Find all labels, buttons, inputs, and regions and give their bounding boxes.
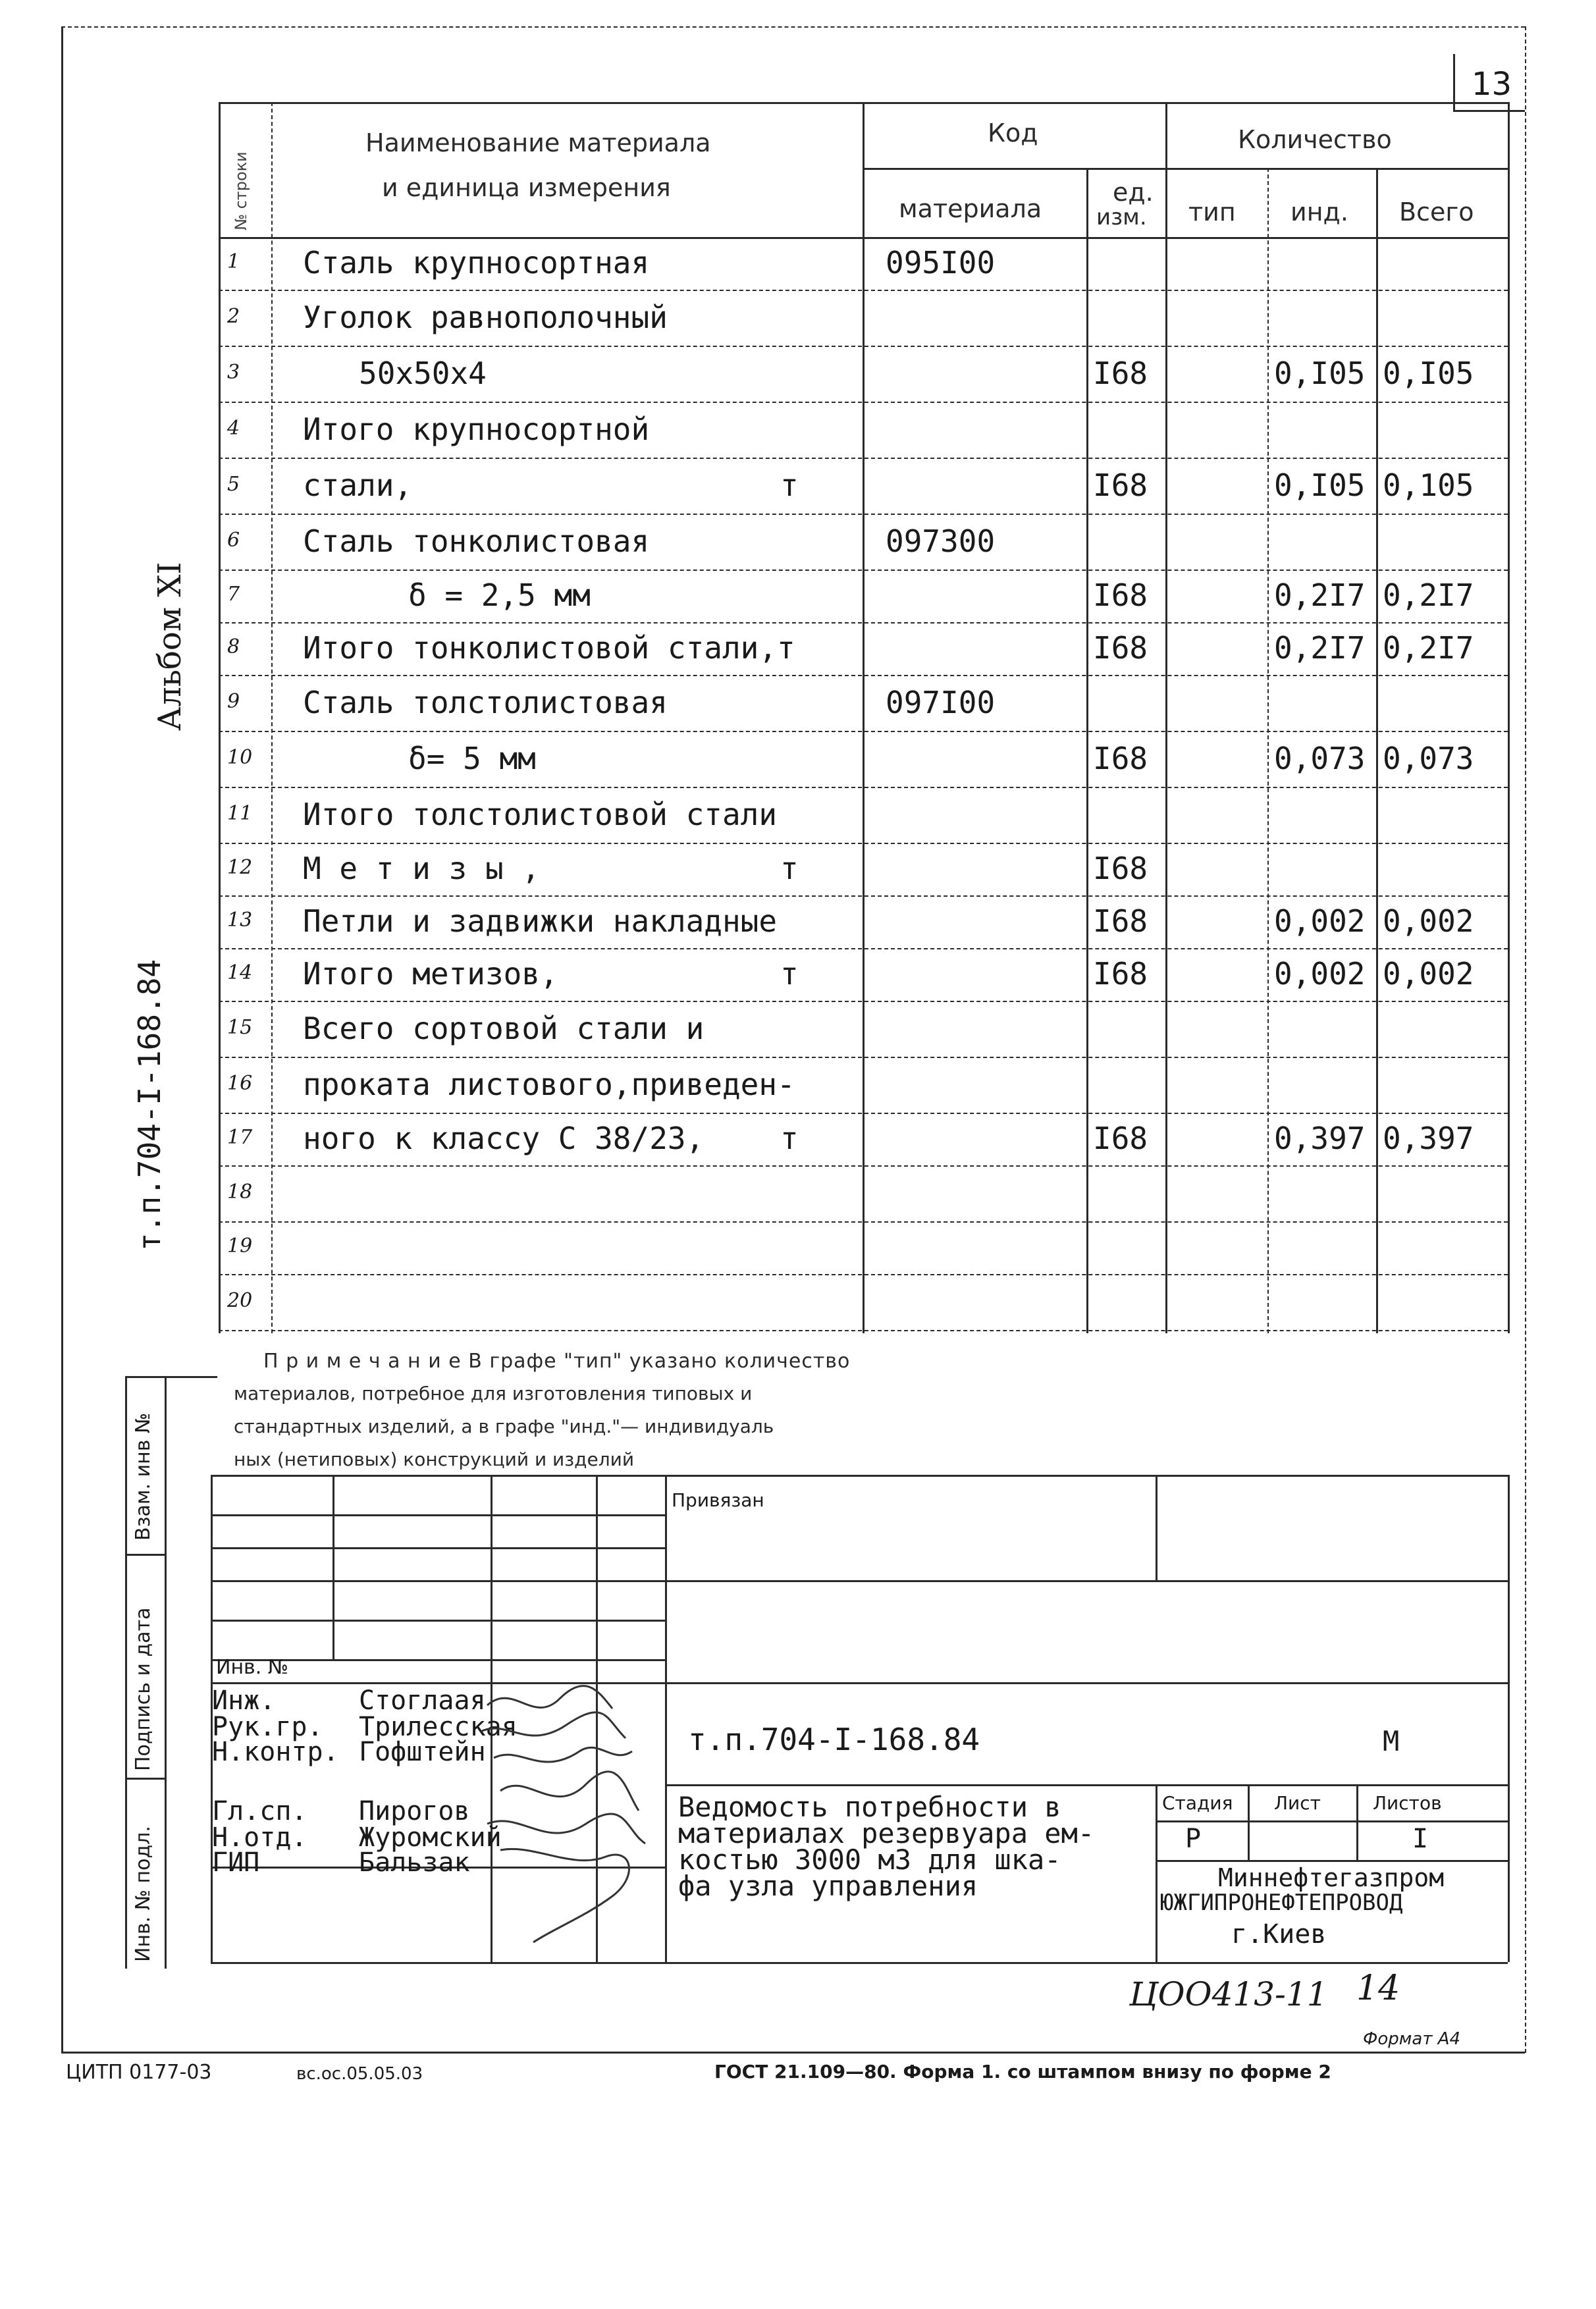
sheet-label: Лист	[1274, 1792, 1321, 1814]
material-name: Сталь толстолистовая	[303, 684, 668, 720]
material-name: Сталь крупносортная	[303, 245, 650, 280]
hdr-row-label: № строки	[232, 151, 250, 230]
material-code: 097I00	[886, 684, 996, 720]
privyazan-label: Привязан	[672, 1489, 764, 1511]
tb-v1	[332, 1475, 334, 1659]
row-number: 17	[227, 1126, 253, 1149]
stamp-title-1: Ведомость потребности в	[678, 1791, 1061, 1823]
unit-code: I68	[1093, 740, 1148, 776]
qty-ind: 0,002	[1274, 903, 1366, 939]
qty-ind: 0,073	[1274, 740, 1366, 776]
tb-h6	[211, 1682, 1508, 1684]
hdr-name: Наименование материала	[365, 128, 711, 157]
row-separator	[219, 895, 1508, 897]
hdr-qty-ind: инд.	[1290, 198, 1348, 226]
footer-left: ЦИТП 0177-03	[66, 2061, 212, 2084]
tb-h8	[1156, 1820, 1508, 1822]
row-number: 14	[227, 961, 253, 984]
frame-left	[61, 26, 63, 2053]
stage-value: Р	[1185, 1824, 1202, 1854]
side-strip-d2	[125, 1778, 165, 1780]
tb-v4	[665, 1475, 667, 1962]
name-6: Бальзак	[359, 1847, 470, 1878]
tb-h7	[665, 1784, 1508, 1786]
row-number: 1	[227, 250, 240, 273]
qty-total: 0,2I7	[1383, 630, 1474, 666]
hdr-top	[219, 102, 1508, 104]
material-name: Итого метизов,	[303, 956, 558, 992]
row-separator	[219, 1221, 1508, 1223]
tb-bottom	[211, 1962, 1508, 1964]
row-separator	[219, 843, 1508, 844]
material-code: 097300	[886, 523, 996, 559]
qty-ind: 0,I05	[1274, 355, 1366, 391]
row-separator	[219, 731, 1508, 732]
signatures-scribble	[474, 1679, 658, 1955]
stage-label: Стадия	[1162, 1792, 1233, 1814]
hdr-qty-type: тип	[1188, 198, 1236, 226]
unit-code: I68	[1093, 956, 1148, 992]
qty-ind: 0,2I7	[1274, 577, 1366, 613]
role-5: Н.отд.	[212, 1822, 307, 1853]
material-name: проката листового,приведен-	[303, 1066, 795, 1102]
qty-total: 0,I05	[1383, 355, 1474, 391]
material-name: ного к классу С 38/23,	[303, 1121, 705, 1156]
org-3: г.Киев	[1231, 1919, 1327, 1950]
inv-label: Инв. № подл.	[132, 1826, 155, 1962]
note-line-1: П р и м е ч а н и е В графе "тип" указано количество	[263, 1350, 851, 1373]
row-separator	[219, 1274, 1508, 1275]
tb-v8	[1356, 1784, 1358, 1860]
unit-code: I68	[1093, 903, 1148, 939]
row-number: 4	[227, 416, 240, 440]
row-separator	[219, 458, 1508, 459]
tb-v6	[1156, 1784, 1157, 1962]
unit-suffix: т	[780, 1121, 799, 1156]
hdr-quantity: Количество	[1238, 125, 1392, 154]
material-name: Итого тонколистовой стали,т	[303, 630, 795, 666]
side-project-code: т.п.704-I-168.84	[132, 959, 167, 1251]
row-number: 10	[227, 745, 253, 769]
footer-mid: вс.ос.05.05.03	[296, 2064, 423, 2084]
row-number: 3	[227, 360, 240, 384]
qty-total: 0,073	[1383, 740, 1474, 776]
hdr-code-unit: ед.	[1113, 178, 1154, 207]
unit-code: I68	[1093, 1121, 1148, 1156]
name-2: Трилесская	[359, 1712, 518, 1742]
tb-h3	[211, 1580, 1508, 1582]
unit-suffix: т	[780, 467, 799, 503]
unit-code: I68	[1093, 630, 1148, 666]
col-line-5	[1267, 168, 1269, 1333]
album-label: Альбом XI	[151, 562, 188, 731]
material-name: М е т и з ы ,	[303, 851, 541, 886]
frame-top	[61, 26, 1525, 28]
hdr-bottom	[219, 237, 1508, 239]
tb-right	[1508, 1475, 1510, 1962]
row-number: 13	[227, 909, 253, 932]
unit-code: I68	[1093, 577, 1148, 613]
material-name: Уголок равнополочный	[303, 299, 668, 335]
name-5: Журомский	[359, 1822, 502, 1853]
row-number: 9	[227, 689, 240, 713]
col-line-0	[219, 102, 221, 1333]
unit-suffix: т	[780, 851, 799, 886]
col-line-4	[1165, 102, 1167, 1333]
tb-h9	[1156, 1860, 1508, 1862]
row-separator	[219, 1330, 1508, 1331]
stamp-title-2: материалах резервуара ем-	[678, 1817, 1095, 1849]
hdr-qty-total: Всего	[1399, 198, 1474, 226]
qty-ind: 0,I05	[1274, 467, 1366, 503]
stamp-doc-code: т.п.704-I-168.84	[688, 1722, 980, 1757]
material-code: 095I00	[886, 245, 996, 280]
format-label: Формат А4	[1363, 2029, 1461, 2049]
handwritten-code: ЦОО413-11	[1129, 1975, 1328, 2013]
row-number: 2	[227, 304, 240, 328]
qty-total: 0,2I7	[1383, 577, 1474, 613]
qty-ind: 0,002	[1274, 956, 1366, 992]
row-separator	[219, 1001, 1508, 1002]
name-1: Стоглаая	[359, 1685, 486, 1716]
sheet-number: 13	[1472, 66, 1512, 103]
unit-code: I68	[1093, 851, 1148, 886]
side-strip-mid	[165, 1376, 167, 1969]
unit-suffix: т	[780, 956, 799, 992]
material-name: 50x50x4	[359, 355, 487, 391]
hdr-mid	[863, 168, 1508, 170]
note-line-3: стандартных изделий, а в графе "инд."— индивидуаль	[234, 1416, 774, 1437]
qty-total: 0,397	[1383, 1121, 1474, 1156]
hdr-code: Код	[988, 119, 1038, 147]
name-4: Пирогов	[359, 1796, 470, 1826]
sheets-value: I	[1412, 1824, 1429, 1854]
col-line-6	[1376, 168, 1378, 1333]
row-separator	[219, 346, 1508, 347]
qty-ind: 0,2I7	[1274, 630, 1366, 666]
material-name: δ= 5 мм	[408, 740, 536, 776]
role-2: Рук.гр.	[212, 1712, 323, 1742]
org-1: Миннефтегазпром	[1218, 1863, 1445, 1892]
tb-h4	[211, 1620, 665, 1622]
qty-total: 0,002	[1383, 956, 1474, 992]
tb-top	[211, 1475, 1508, 1477]
col-line-7	[1508, 102, 1510, 1333]
name-3: Гофштейн	[359, 1737, 486, 1767]
row-number: 8	[227, 635, 240, 658]
col-line-2	[863, 102, 864, 1333]
stamp-mark: М	[1383, 1725, 1400, 1757]
row-number: 7	[227, 583, 240, 606]
row-separator	[219, 1165, 1508, 1167]
role-4: Гл.сп.	[212, 1796, 307, 1826]
row-separator	[219, 290, 1508, 291]
row-number: 15	[227, 1015, 253, 1039]
material-name: стали,	[303, 467, 413, 503]
sheets-label: Листов	[1373, 1792, 1442, 1814]
hdr-code-unit2: изм.	[1096, 204, 1147, 230]
note-line-4: ных (нетиповых) конструкций и изделий	[234, 1448, 635, 1470]
unit-code: I68	[1093, 355, 1148, 391]
footer-right: ГОСТ 21.109—80. Форма 1. со штампом внизу по форме 2	[714, 2061, 1331, 2083]
role-1: Инж.	[212, 1685, 276, 1716]
tb-v7	[1248, 1784, 1250, 1860]
row-separator	[219, 787, 1508, 788]
row-separator	[219, 514, 1508, 515]
row-number: 12	[227, 856, 253, 879]
row-separator	[219, 1113, 1508, 1114]
qty-total: 0,105	[1383, 467, 1474, 503]
row-separator	[219, 675, 1508, 676]
handwritten-num: 14	[1356, 1969, 1400, 2008]
frame-right	[1525, 26, 1526, 2053]
hdr-code-material: материала	[899, 194, 1042, 223]
material-name: Сталь тонколистовая	[303, 523, 650, 559]
tb-h1	[211, 1514, 665, 1516]
row-separator	[219, 1057, 1508, 1058]
material-name: δ = 2,5 мм	[408, 577, 591, 613]
stamp-title-3: костью 3000 м3 для шка-	[678, 1844, 1061, 1876]
row-number: 11	[227, 801, 253, 825]
row-number: 18	[227, 1180, 253, 1204]
row-number: 6	[227, 528, 240, 552]
qty-ind: 0,397	[1274, 1121, 1366, 1156]
sign-label: Подпись и дата	[132, 1607, 155, 1771]
side-strip-top	[125, 1376, 217, 1378]
material-name: Итого крупносортной	[303, 411, 650, 447]
row-number: 20	[227, 1288, 253, 1312]
material-name: Итого толстолистовой стали	[303, 796, 778, 832]
org-2: ЮЖГИПРОНЕФТЕПРОВОД	[1160, 1890, 1403, 1916]
row-number: 5	[227, 472, 240, 496]
col-line-3	[1086, 168, 1088, 1333]
role-3: Н.контр.	[212, 1737, 339, 1767]
material-name: Всего сортовой стали и	[303, 1010, 705, 1046]
col-line-1	[271, 102, 273, 1333]
vzam-label: Взам. инв №	[132, 1412, 155, 1541]
row-separator	[219, 948, 1508, 949]
qty-total: 0,002	[1383, 903, 1474, 939]
role-6: ГИП	[212, 1847, 260, 1878]
tb-h2	[211, 1547, 665, 1549]
note-line-2: материалов, потребное для изготовления типовых и	[234, 1383, 753, 1404]
row-separator	[219, 570, 1508, 571]
side-strip-d1	[125, 1554, 165, 1556]
frame-bottom	[61, 2052, 1525, 2054]
row-number: 19	[227, 1234, 253, 1258]
material-name: Петли и задвижки накладные	[303, 903, 778, 939]
sheet-num-box-bottom	[1453, 110, 1525, 112]
side-strip-left	[125, 1376, 127, 1969]
inv-no-label: Инв. №	[216, 1656, 289, 1679]
unit-code: I68	[1093, 467, 1148, 503]
stamp-title-4: фа узла управления	[678, 1870, 978, 1902]
row-separator	[219, 402, 1508, 403]
row-separator	[219, 622, 1508, 624]
row-number: 16	[227, 1071, 253, 1095]
tb-v5	[1156, 1475, 1157, 1580]
hdr-name2: и единица измерения	[382, 173, 671, 202]
